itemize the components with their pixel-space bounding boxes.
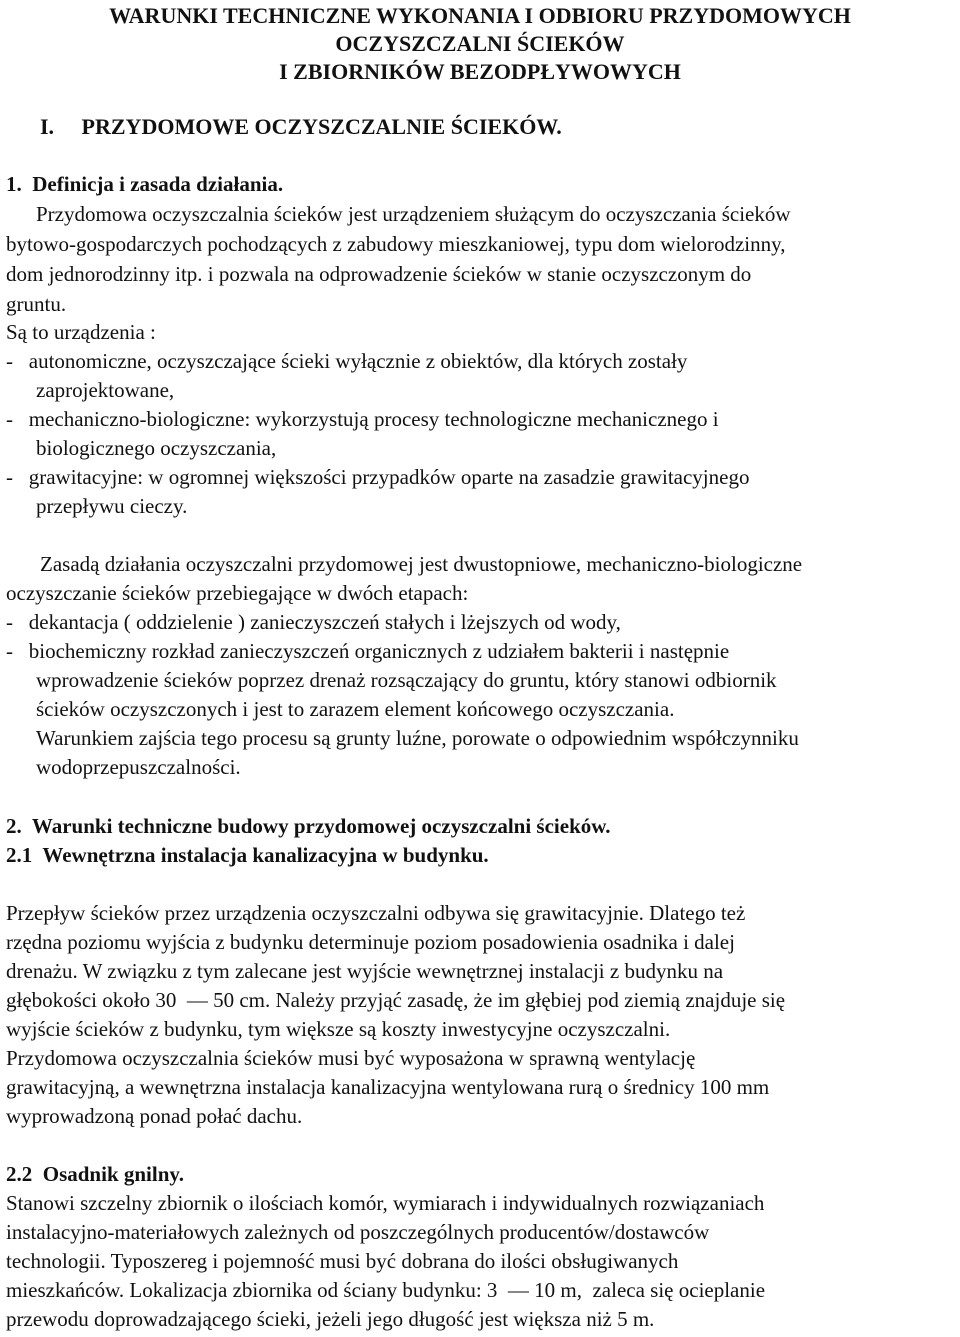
paragraph-line: Zasadą działania oczyszczalni przydomowej jest dwustopniowe, mechaniczno-biologiczne [40, 552, 803, 576]
list-item-continuation: ścieków oczyszczonych i jest to zarazem element końcowego oczyszczania. [36, 697, 675, 721]
subsection-heading-2-1: 2.1 Wewnętrzna instalacja kanalizacyjna w budynku. [6, 843, 489, 867]
list-item-continuation: przepływu cieczy. [36, 494, 188, 518]
paragraph-line: oczyszczanie ścieków przebiegające w dwóch etapach: [6, 581, 469, 605]
paragraph-line: gruntu. [6, 292, 67, 316]
document-title-line-3: I ZBIORNIKÓW BEZODPŁYWOWYCH [279, 59, 681, 84]
paragraph-line: Stanowi szczelny zbiornik o ilościach komór, wymiarach i indywidualnych rozwiązaniach [6, 1191, 765, 1215]
paragraph-line: technologii. Typoszereg i pojemność musi być dobrana do ilości obsługiwanych [6, 1249, 679, 1273]
subsection-heading-definition: 1. Definicja i zasada działania. [6, 172, 284, 196]
list-item-continuation: Warunkiem zajścia tego procesu są grunty luźne, porowate o odpowiednim współczynniku [36, 726, 799, 750]
paragraph-line: bytowo-gospodarczych pochodzących z zabudowy mieszkaniowej, typu dom wielorodzinny, [6, 232, 786, 256]
section-heading-1: I. PRZYDOMOWE OCZYSZCZALNIE ŚCIEKÓW. [40, 114, 562, 139]
list-item-continuation: wprowadzenie ścieków poprzez drenaż rozsączający do gruntu, który stanowi odbiornik [36, 668, 777, 692]
paragraph-line: instalacyjno-materiałowych zależnych od poszczególnych producentów/dostawców [6, 1220, 710, 1244]
paragraph-line: grawitacyjną, a wewnętrzna instalacja kanalizacyjna wentylowana rurą o średnicy 100 mm [6, 1075, 770, 1099]
list-item-continuation: biologicznego oczyszczania, [36, 436, 277, 460]
document-title-line-2: OCZYSZCZALNI ŚCIEKÓW [335, 31, 625, 56]
list-item: - grawitacyjne: w ogromnej większości przypadków oparte na zasadzie grawitacyjnego [6, 465, 750, 489]
document-title-line-1: WARUNKI TECHNICZNE WYKONANIA I ODBIORU PRZYDOMOWYCH [109, 3, 851, 28]
paragraph-line: mieszkańców. Lokalizacja zbiornika od ściany budynku: 3 — 10 m, zaleca się ocieplanie [6, 1278, 766, 1302]
paragraph-line: przewodu doprowadzającego ścieki, jeżeli jego długość jest większa niż 5 m. [6, 1307, 655, 1331]
list-intro: Są to urządzenia : [6, 320, 156, 344]
list-item: - biochemiczny rozkład zanieczyszczeń organicznych z udziałem bakterii i następnie [6, 639, 730, 663]
section-heading-2: 2. Warunki techniczne budowy przydomowej oczyszczalni ścieków. [6, 814, 611, 838]
paragraph-line: wyjście ścieków z budynku, tym większe są koszty inwestycyjne oczyszczalni. [6, 1017, 671, 1041]
paragraph-line: rzędna poziomu wyjścia z budynku determinuje poziom posadowienia osadnika i dalej [6, 930, 735, 954]
paragraph-line: głębokości około 30 — 50 cm. Należy przyjąć zasadę, że im głębiej pod ziemią znajduje się [6, 988, 786, 1012]
paragraph-line: dom jednorodzinny itp. i pozwala na odprowadzenie ścieków w stanie oczyszczonym do [6, 262, 752, 286]
list-item-continuation: wodoprzepuszczalności. [36, 755, 241, 779]
list-item-continuation: zaprojektowane, [36, 378, 175, 402]
subsection-heading-2-2: 2.2 Osadnik gnilny. [6, 1162, 184, 1186]
paragraph-line: drenażu. W związku z tym zalecane jest wyjście wewnętrznej instalacji z budynku na [6, 959, 724, 983]
list-item: - mechaniczno-biologiczne: wykorzystują procesy technologiczne mechanicznego i [6, 407, 719, 431]
paragraph-line: Przydomowa oczyszczalnia ścieków jest urządzeniem służącym do oczyszczania ścieków [36, 202, 791, 226]
paragraph-line: Przepływ ścieków przez urządzenia oczyszczalni odbywa się grawitacyjnie. Dlatego też [6, 901, 746, 925]
paragraph-line: wyprowadzoną ponad połać dachu. [6, 1104, 303, 1128]
paragraph-line: Przydomowa oczyszczalnia ścieków musi być wyposażona w sprawną wentylację [6, 1046, 696, 1070]
list-item: - dekantacja ( oddzielenie ) zanieczyszczeń stałych i lżejszych od wody, [6, 610, 621, 634]
list-item: - autonomiczne, oczyszczające ścieki wyłącznie z obiektów, dla których zostały [6, 349, 688, 373]
